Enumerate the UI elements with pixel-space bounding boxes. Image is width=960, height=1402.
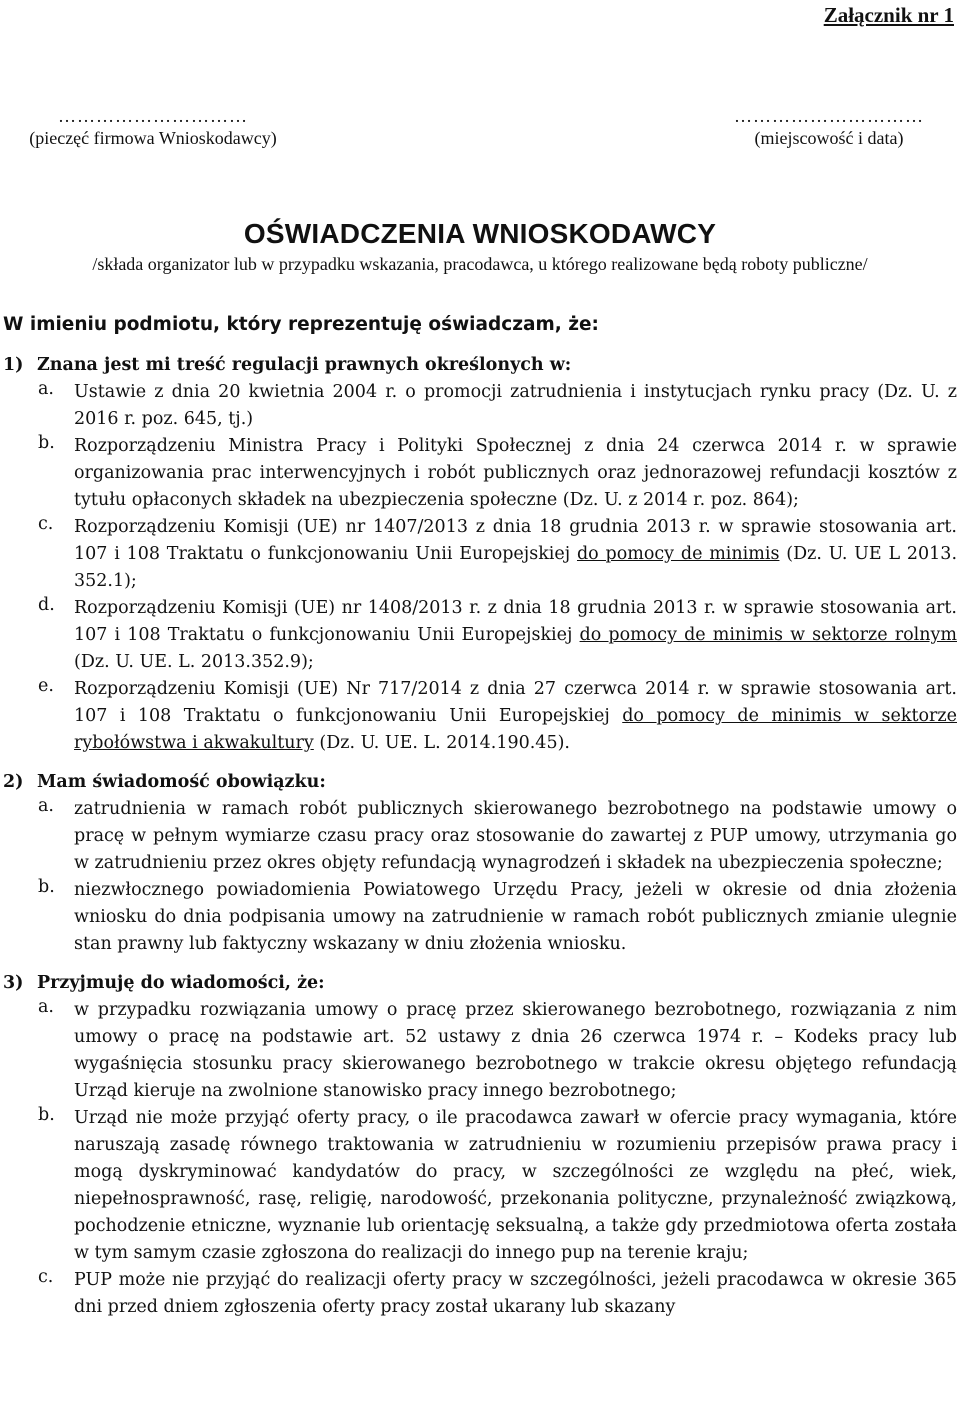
item-text: Rozporządzeniu Ministra Pracy i Polityki Społecznej z dnia 24 czerwca 2014 r. w sprawie organizowania prac interwencyjnych i robót publicznych oraz jednorazowej refundacji kosztów z tytułu opłaconych składek na ubezpieczenia społeczne (Dz. U. z 2014 r. poz. 864); xyxy=(74,436,957,510)
section-number: 3) xyxy=(3,973,24,993)
item-text: Ustawie z dnia 20 kwietnia 2004 r. o promocji zatrudnienia i instytucjach rynku pracy (Dz. U. z 2016 r. poz. 645, tj.) xyxy=(74,382,957,429)
item-letter: e. xyxy=(38,676,54,696)
list-item xyxy=(0,1267,960,1321)
section-heading xyxy=(3,769,960,796)
item-text-post: (Dz. U. UE L 2013. 352.1); xyxy=(74,544,958,591)
list-item xyxy=(0,379,960,433)
list-item xyxy=(0,595,960,676)
list-item xyxy=(0,514,960,595)
section-number: 1) xyxy=(3,355,24,375)
item-text-pre: Rozporządzeniu Komisji (UE) nr 1408/2013 r. z dnia 18 grudnia 2013 r. w sprawie stosowania art. 107 i 108 Traktatu o funkcjonowaniu Unii Europejskiej xyxy=(74,598,957,645)
item-text xyxy=(74,514,957,595)
item-text-underlined: do pomocy de minimis w sektorze rybołówstwa i akwakultury xyxy=(74,706,957,753)
item-letter: a. xyxy=(38,796,54,816)
stamp-label: (pieczęć firmowa Wnioskodawcy) xyxy=(29,128,277,148)
item-letter: a. xyxy=(38,379,54,399)
declarations-body xyxy=(0,352,960,1321)
item-text-underlined: do pomocy de minimis xyxy=(576,544,780,564)
section-title: Mam świadomość obowiązku: xyxy=(37,772,326,792)
company-stamp-field xyxy=(3,108,303,149)
section-title: Przyjmuję do wiadomości, że: xyxy=(37,973,325,993)
section-1 xyxy=(0,352,960,757)
item-text-pre: Rozporządzeniu Komisji (UE) Nr 717/2014 z dnia 27 czerwca 2014 r. w sprawie stosowania art. 107 i 108 Traktatu o funkcjonowaniu Unii Europejskiej xyxy=(74,679,957,726)
item-text xyxy=(74,676,957,757)
item-text: w przypadku rozwiązania umowy o pracę przez skierowanego bezrobotnego, rozwiązania z nim umowy o pracę na podstawie art. 52 ustawy z dnia 26 czerwca 1974 r. – Kodeks pracy lub wygaśnięcia stosunku pracy skierowanego bezrobotnego w trakcie okresu objętego refundacją Urząd kieruje na zwolnione stanowisko pracy innego bezrobotnego; xyxy=(74,1000,957,1101)
list-item xyxy=(0,997,960,1105)
item-text: zatrudnienia w ramach robót publicznych skierowanego bezrobotnego na podstawie umowy o pracę w pełnym wymiarze czasu pracy oraz stosowanie do zawartej z PUP umowy, utrzymania go w zatrudnieniu przez okres objęty refundacją wynagrodzeń i składek na ubezpieczenia społeczne; xyxy=(74,799,957,873)
section-title: Znana jest mi treść regulacji prawnych określonych w: xyxy=(37,355,572,375)
item-text-post: (Dz. U. UE. L. 2013.352.9); xyxy=(74,652,314,672)
section-3 xyxy=(0,970,960,1321)
list-item xyxy=(0,433,960,514)
item-text: PUP może nie przyjąć do realizacji oferty pracy w szczególności, jeżeli pracodawca w okresie 365 dni przed dniem zgłoszenia oferty pracy został ukarany lub skazany xyxy=(74,1270,957,1317)
item-letter: a. xyxy=(38,997,54,1017)
item-letter: b. xyxy=(38,433,55,453)
item-letter: c. xyxy=(38,514,54,534)
section-number: 2) xyxy=(3,772,24,792)
section-2 xyxy=(0,769,960,958)
item-text xyxy=(74,595,957,676)
place-date-field xyxy=(704,108,954,149)
item-letter: b. xyxy=(38,1105,55,1125)
document-title: OŚWIADCZENIA WNIOSKODAWCY xyxy=(243,218,717,249)
item-letter: d. xyxy=(38,595,55,615)
list-item xyxy=(0,877,960,958)
list-item xyxy=(0,1105,960,1267)
annex-label: Załącznik nr 1 xyxy=(823,3,954,27)
intro-statement: W imieniu podmiotu, który reprezentuję oświadczam, że: xyxy=(3,314,599,335)
place-date-label: (miejscowość i data) xyxy=(754,128,904,148)
item-text: niezwłocznego powiadomienia Powiatowego Urzędu Pracy, jeżeli w okresie od dnia złożenia wniosku do dnia podpisania umowy na zatrudnienie w ramach robót publicznych zmianie ulegnie stan prawny lub faktyczny wskazany w dniu złożenia wniosku. xyxy=(74,880,957,954)
item-text-post: (Dz. U. UE. L. 2014.190.45). xyxy=(313,733,570,753)
document-subtitle: /składa organizator lub w przypadku wskazania, pracodawca, u którego realizowane będą roboty publiczne/ xyxy=(92,254,868,274)
item-letter: b. xyxy=(38,877,55,897)
section-heading xyxy=(3,352,960,379)
item-text-underlined: do pomocy de minimis w sektorze rolnym xyxy=(579,625,957,645)
item-text: Urząd nie może przyjąć oferty pracy, o ile pracodawca zawarł w ofercie pracy wymagania, które naruszają zasadę równego traktowania w zatrudnieniu w rozumieniu przepisów prawa pracy i mogą dyskryminować kandydatów do pracy, w szczególności ze względu na płeć, wiek, niepełnosprawność, rasę, religię, narodowość, przekonania polityczne, przynależność związkową, pochodzenie etniczne, wyznanie lub orientację seksualną, a także gdy przedmiotowa oferta została w tym samym czasie zgłoszona do realizacji do innego pup na terenie kraju; xyxy=(74,1108,957,1263)
list-item xyxy=(0,796,960,877)
list-item xyxy=(0,676,960,757)
place-date-dots: ………………………… xyxy=(734,106,924,126)
item-letter: c. xyxy=(38,1267,54,1287)
stamp-dots: ………………………… xyxy=(58,106,248,126)
item-text-pre: Rozporządzeniu Komisji (UE) nr 1407/2013 z dnia 18 grudnia 2013 r. w sprawie stosowania art. 107 i 108 Traktatu o funkcjonowaniu Unii Europejskiej xyxy=(74,517,957,564)
section-heading xyxy=(3,970,960,997)
